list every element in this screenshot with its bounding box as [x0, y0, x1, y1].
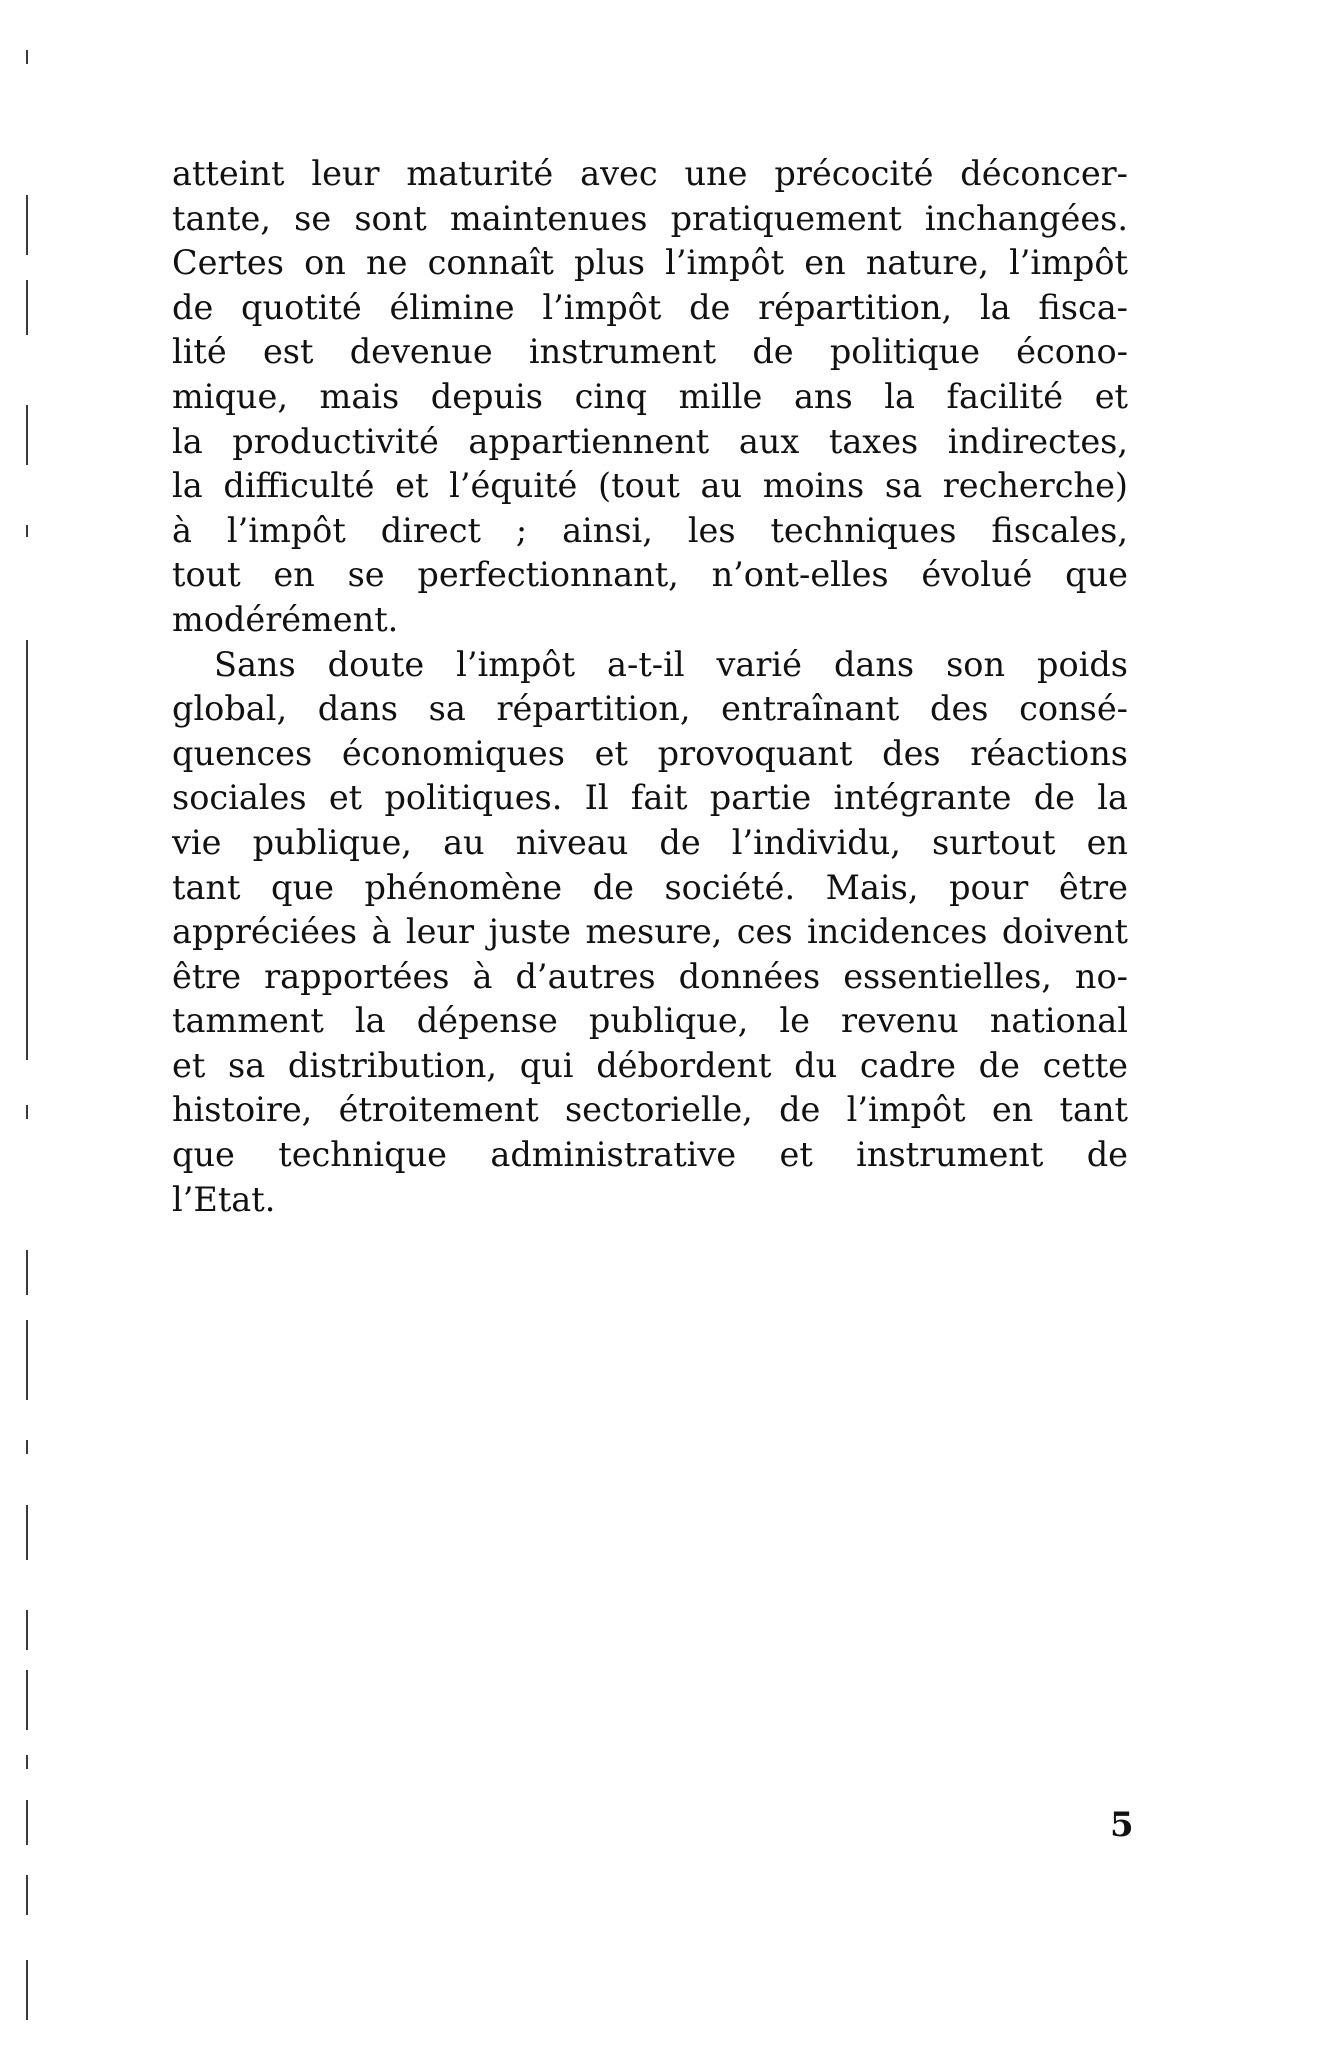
text-line: quences économiques et provoquant des réactions	[172, 733, 1128, 773]
text-line: tante, se sont maintenues pratiquement inchangées.	[172, 198, 1128, 238]
body-text	[172, 152, 1128, 1222]
text-line: Certes on ne connaît plus l’impôt en nature, l’impôt	[172, 243, 1128, 283]
gutter-mark	[26, 50, 28, 64]
gutter-mark	[26, 280, 28, 335]
gutter-mark	[26, 1505, 28, 1560]
paragraph-1	[172, 152, 1128, 643]
text-line: atteint leur maturité avec une précocité déconcer-	[172, 154, 1128, 193]
page-number: 5	[1110, 1805, 1134, 1845]
gutter-mark	[26, 1670, 28, 1730]
text-line: lité est devenue instrument de politique écono-	[172, 332, 1128, 372]
text-line: tant que phénomène de société. Mais, pour être	[172, 867, 1128, 907]
text-line: appréciées à leur juste mesure, ces incidences doivent	[172, 912, 1128, 952]
gutter-mark	[26, 525, 28, 537]
text-line: tamment la dépense publique, le revenu national	[172, 1001, 1128, 1041]
text-line: vie publique, au niveau de l’individu, surtout en	[172, 822, 1128, 862]
gutter-mark	[26, 1440, 28, 1454]
gutter-mark	[26, 1610, 28, 1650]
text-line: et sa distribution, qui débordent du cadre de cette	[172, 1045, 1128, 1085]
gutter-mark	[26, 1320, 28, 1400]
text-line: de quotité élimine l’impôt de répartition, la fisca-	[172, 287, 1128, 327]
gutter-mark	[26, 1105, 28, 1119]
gutter-mark	[26, 1800, 28, 1845]
gutter-mark	[26, 1755, 28, 1769]
gutter-mark	[26, 195, 28, 255]
gutter-mark	[26, 640, 28, 1060]
text-line: tout en se perfectionnant, n’ont-elles évolué que	[172, 555, 1128, 595]
text-line: histoire, étroitement sectorielle, de l’impôt en tant	[172, 1090, 1128, 1130]
text-line: que technique administrative et instrument de	[172, 1135, 1128, 1175]
text-line: sociales et politiques. Il fait partie intégrante de la	[172, 778, 1128, 818]
gutter-mark	[26, 405, 28, 465]
text-line: à l’impôt direct ; ainsi, les techniques fiscales,	[172, 510, 1128, 550]
text-line: modérément.	[172, 599, 399, 639]
text-line: la difficulté et l’équité (tout au moins sa recherche)	[172, 466, 1128, 506]
gutter-mark	[26, 1960, 28, 2020]
text-line: l’Etat.	[172, 1179, 276, 1219]
text-line: Sans doute l’impôt a-t-il varié dans son poids	[214, 644, 1128, 684]
gutter-mark	[26, 1875, 28, 1915]
paragraph-2	[172, 643, 1128, 1223]
text-line: être rapportées à d’autres données essentielles, no-	[172, 956, 1128, 996]
text-line: global, dans sa répartition, entraînant des consé-	[172, 689, 1128, 729]
text-line: mique, mais depuis cinq mille ans la facilité et	[172, 376, 1128, 416]
gutter-mark	[26, 1250, 28, 1295]
text-line: la productivité appartiennent aux taxes indirectes,	[172, 421, 1128, 461]
